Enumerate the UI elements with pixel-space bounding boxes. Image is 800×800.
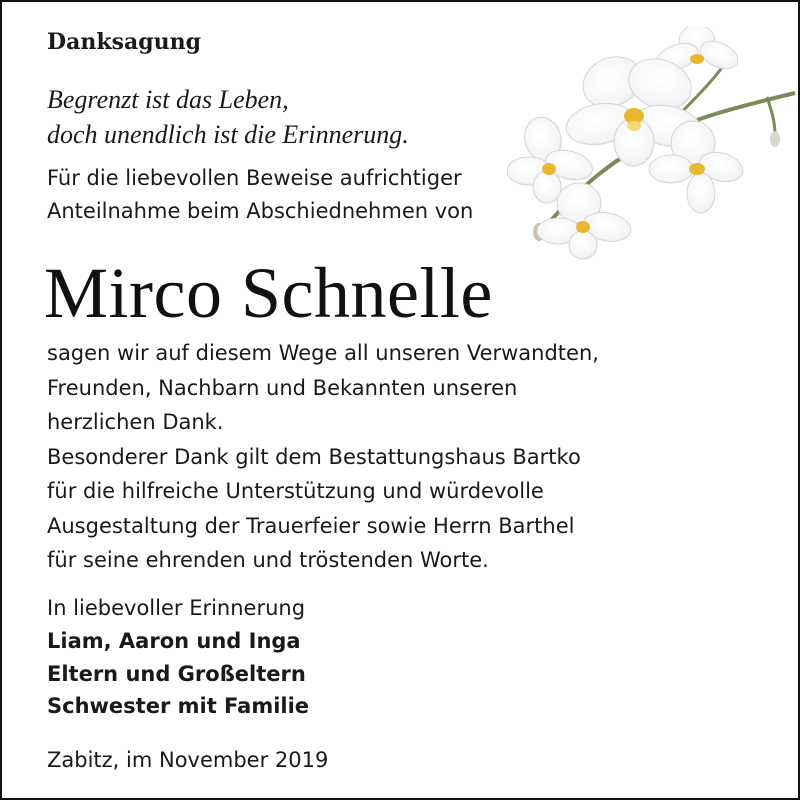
closing-line: In liebevoller Erinnerung xyxy=(47,596,306,620)
intro-line: Anteilnahme beim Abschiednehmen von xyxy=(47,199,474,223)
place-date: Zabitz, im November 2019 xyxy=(47,748,329,772)
thanks-line: Besonderer Dank gilt dem Bestattungshaus Bartko xyxy=(47,444,581,469)
orchid-icon xyxy=(507,27,797,262)
motto xyxy=(47,82,409,152)
intro-text xyxy=(47,162,473,228)
thanks-line: sagen wir auf diesem Wege all unseren Verwandten, xyxy=(47,341,599,365)
deceased-name: Mirco Schnelle xyxy=(44,253,493,333)
thanks-line: für die hilfreiche Unterstützung und würdevolle xyxy=(47,479,544,503)
heading: Danksagung xyxy=(47,29,201,55)
thanks-line: Ausgestaltung der Trauerfeier sowie Herrn Barthel xyxy=(47,513,575,538)
closing-phrase xyxy=(47,592,305,625)
thanks-line: Freunden, Nachbarn und Bekannten unseren xyxy=(47,375,518,400)
intro-line: Für die liebevollen Beweise aufrichtiger xyxy=(47,166,462,190)
signer-line: Schwester mit Familie xyxy=(47,694,310,718)
signer-line: Liam, Aaron und Inga xyxy=(47,629,301,653)
thanks-text xyxy=(47,336,599,578)
thanks-line: herzlichen Dank. xyxy=(47,410,224,434)
thanks-line: für seine ehrenden und tröstenden Worte. xyxy=(47,548,489,572)
motto-line: Begrenzt ist das Leben, xyxy=(47,85,289,114)
signer-line: Eltern und Großeltern xyxy=(47,661,306,686)
signers xyxy=(47,625,309,723)
motto-line: doch unendlich ist die Erinnerung. xyxy=(47,120,409,149)
